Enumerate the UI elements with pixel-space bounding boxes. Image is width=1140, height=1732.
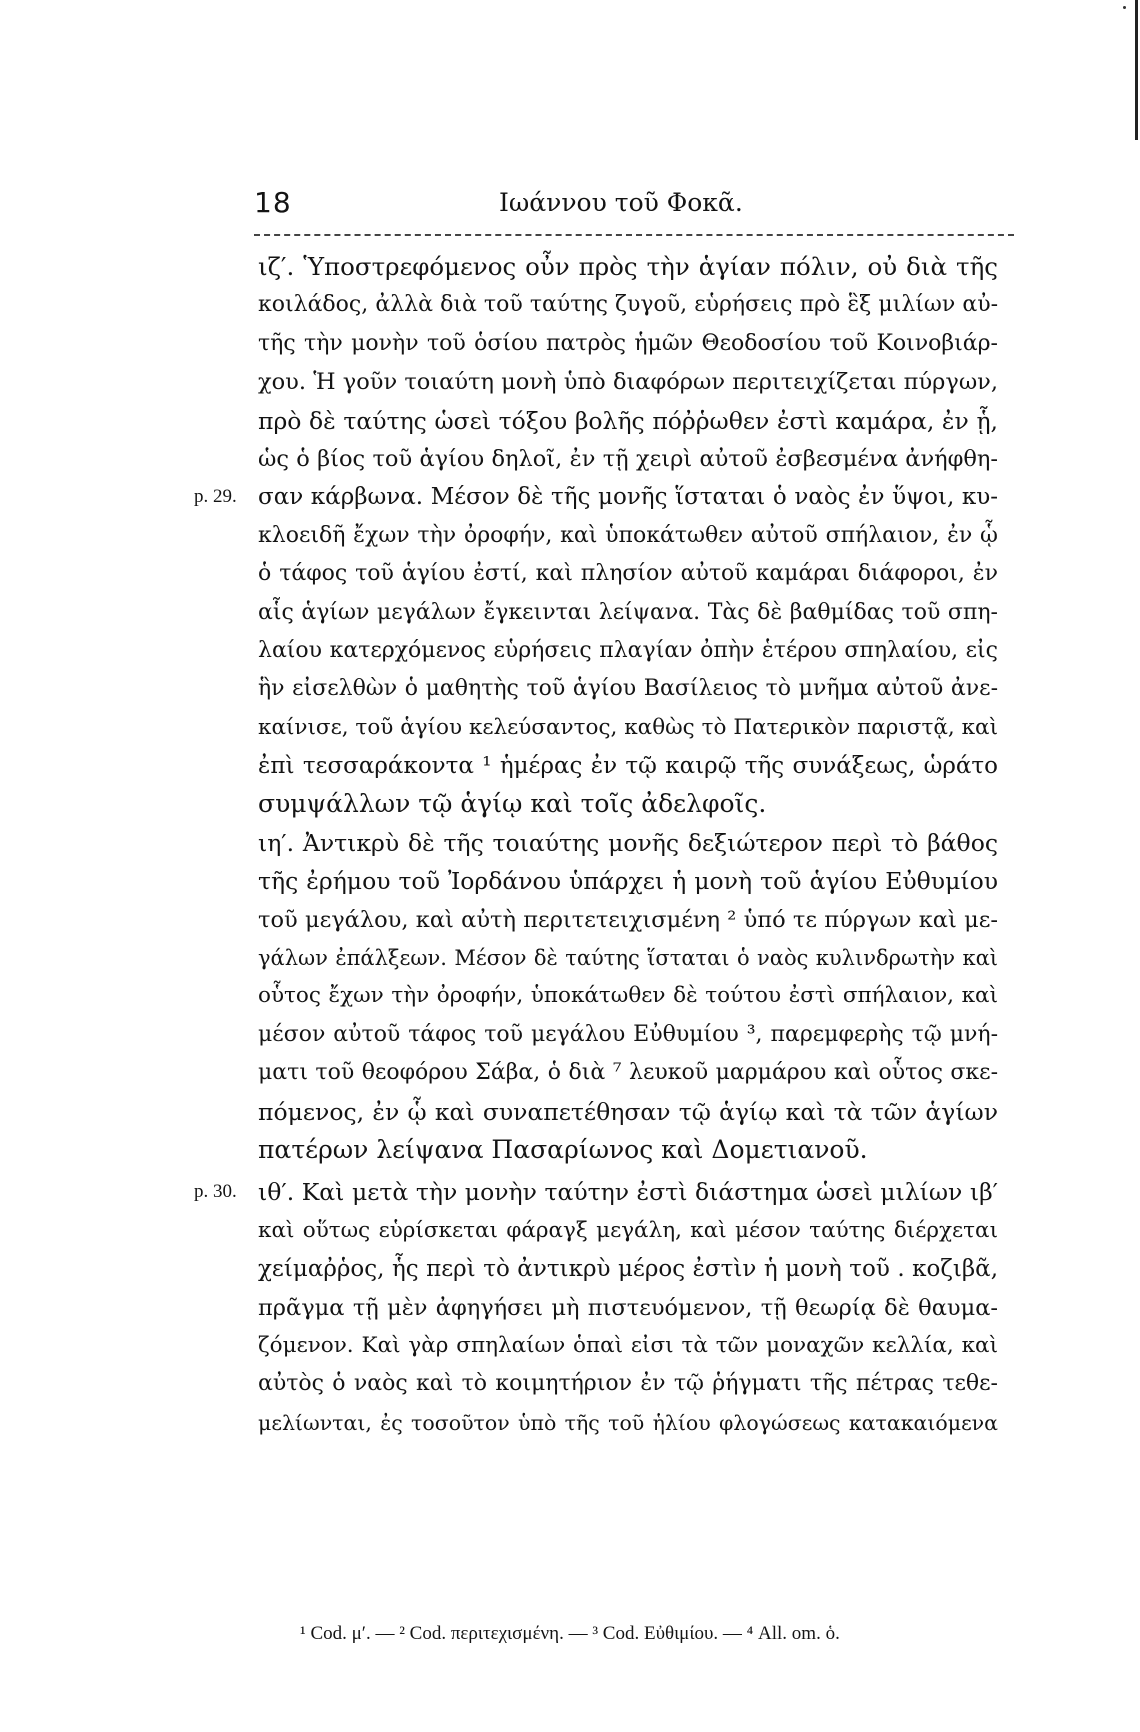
- text-line: γάλων ἐπάλξεων. Μέσον δὲ ταύτης ἵσταται ὁ ναὸς κυλινδρωτὴν καὶ: [258, 946, 998, 971]
- main-text: [194, 248, 998, 1442]
- text-line: τῆς ἐρήμου τοῦ Ἰορδάνου ὑπάρχει ἡ μονὴ τοῦ ἁγίου Εὐθυμίου: [258, 867, 998, 896]
- page-header: [254, 186, 1014, 226]
- text-line: πρᾶγμα τῇ μὲν ἀφηγήσει μὴ πιστευόμενον, τῇ θεωρίᾳ δὲ θαυμα-: [258, 1294, 998, 1321]
- text-line-content: σαν κάρβωνα. Μέσον δὲ τῆς μονῆς ἵσταται ὁ ναὸς ἐν ὕψοι, κυ-: [258, 484, 998, 511]
- margin-note-p29: p. 29.: [194, 486, 237, 508]
- text-line: οὗτος ἔχων τὴν ὀροφήν, ὑποκάτωθεν δὲ τούτου ἐστὶ σπήλαιον, καὶ: [258, 983, 998, 1009]
- text-line: μελίωνται, ἐς τοσοῦτον ὑπὸ τῆς τοῦ ἡλίου φλογώσεως κατακαιόμενα: [258, 1410, 998, 1435]
- text-line: ιζ′. Ὑποστρεφόμενος οὖν πρὸς τὴν ἁγίαν πόλιν, οὐ διὰ τῆς: [258, 252, 998, 281]
- text-line: αὐτὸς ὁ ναὸς καὶ τὸ κοιμητήριον ἐν τῷ ῥήγματι τῆς πέτρας τεθε-: [258, 1371, 998, 1397]
- header-rule: [254, 234, 1014, 236]
- text-line: ὡς ὁ βίος τοῦ ἁγίου δηλοῖ, ἐν τῇ χειρὶ αὐτοῦ ἐσβεσμένα ἀνήφθη-: [258, 445, 998, 472]
- page-edge-line: [1135, 0, 1138, 140]
- text-line: ιη′. Ἀντικρὺ δὲ τῆς τοιαύτης μονῆς δεξιώτερον περὶ τὸ βάθος: [258, 828, 998, 857]
- text-line: χείμαῤῥος, ἧς περὶ τὸ ἀντικρὺ μέρος ἐστὶν ἡ μονὴ τοῦ . κοζιβᾶ,: [258, 1256, 998, 1283]
- text-line: μέσον αὐτοῦ τάφος τοῦ μεγάλου Εὐθυμίου ³, παρεμφερὴς τῷ μνή-: [258, 1021, 998, 1047]
- text-line: πόμενος, ἐν ᾧ καὶ συναπετέθησαν τῷ ἁγίῳ καὶ τὰ τῶν ἁγίων: [258, 1097, 998, 1126]
- page-edge-mark: [1123, 6, 1126, 9]
- text-line: πρὸ δὲ ταύτης ὡσεὶ τόξου βολῆς πόῤῥωθεν ἐστὶ καμάρα, ἐν ᾗ,: [258, 406, 998, 435]
- footnotes: ¹ Cod. μ′. — ² Cod. περιτεχισμένη. — ³ Cod. Εὐθιμίου. — ⁴ All. om. ὁ.: [300, 1623, 840, 1644]
- text-line: ἐπὶ τεσσαράκοντα ¹ ἡμέρας ἐν τῷ καιρῷ τῆς συνάξεως, ὡράτο: [258, 753, 998, 780]
- text-line: ζόμενον. Καὶ γὰρ σπηλαίων ὁπαὶ εἰσι τὰ τῶν μοναχῶν κελλία, καὶ: [258, 1332, 998, 1358]
- margin-note-p30: p. 30.: [194, 1181, 237, 1203]
- text-line: ἣν εἰσελθὼν ὁ μαθητὴς τοῦ ἁγίου Βασίλειος τὸ μνῆμα αὐτοῦ ἀνε-: [258, 676, 998, 702]
- text-line: χου. Ἡ γοῦν τοιαύτη μονὴ ὑπὸ διαφόρων περιτειχίζεται πύργων,: [258, 369, 998, 396]
- running-title: Ιωάννου τοῦ Φοκᾶ.: [499, 188, 743, 217]
- text-line-with-margin-note: [194, 478, 998, 516]
- text-line: τῆς τὴν μονὴν τοῦ ὁσίου πατρὸς ἡμῶν Θεοδοσίου τοῦ Κοινοβιάρ-: [258, 330, 998, 356]
- text-line: καὶ οὕτως εὑρίσκεται φάραγξ μεγάλη, καὶ μέσον ταύτης διέρχεται: [258, 1217, 998, 1243]
- text-line: συμψάλλων τῷ ἁγίῳ καὶ τοῖς ἀδελφοῖς.: [258, 789, 767, 819]
- text-line: καίνισε, τοῦ ἁγίου κελεύσαντος, καθὼς τὸ Πατερικὸν παριστᾷ, καὶ: [258, 714, 998, 740]
- text-line: πατέρων λείψανα Πασαρίωνος καὶ Δομετιανοῦ.: [258, 1134, 868, 1164]
- page-number: 18: [254, 186, 292, 219]
- text-line: τοῦ μεγάλου, καὶ αὐτὴ περιτετειχισμένη ² ὑπό τε πύργων καὶ με-: [258, 906, 998, 933]
- text-line: κοιλάδος, ἀλλὰ διὰ τοῦ ταύτης ζυγοῦ, εὑρήσεις πρὸ ἓξ μιλίων αὐ-: [258, 292, 998, 318]
- text-line: ματι τοῦ θεοφόρου Σάβα, ὁ διὰ ⁷ λευκοῦ μαρμάρου καὶ οὗτος σκε-: [258, 1060, 998, 1086]
- text-line: αἷς ἁγίων μεγάλων ἔγκεινται λείψανα. Τὰς δὲ βαθμίδας τοῦ σπη-: [258, 599, 998, 625]
- text-line: ὁ τάφος τοῦ ἁγίου ἐστί, καὶ πλησίον αὐτοῦ καμάραι διάφοροι, ἐν: [258, 561, 998, 587]
- text-line: κλοειδῆ ἔχων τὴν ὀροφήν, καὶ ὑποκάτωθεν αὐτοῦ σπήλαιον, ἐν ᾧ: [258, 522, 998, 548]
- text-line-with-margin-note: [194, 1173, 998, 1211]
- text-line: λαίου κατερχόμενος εὑρήσεις πλαγίαν ὀπὴν ἑτέρου σπηλαίου, εἰς: [258, 637, 998, 663]
- text-line-content: ιθ′. Καὶ μετὰ τὴν μονὴν ταύτην ἐστὶ διάστημα ὡσεὶ μιλίων ιβ′: [258, 1178, 998, 1207]
